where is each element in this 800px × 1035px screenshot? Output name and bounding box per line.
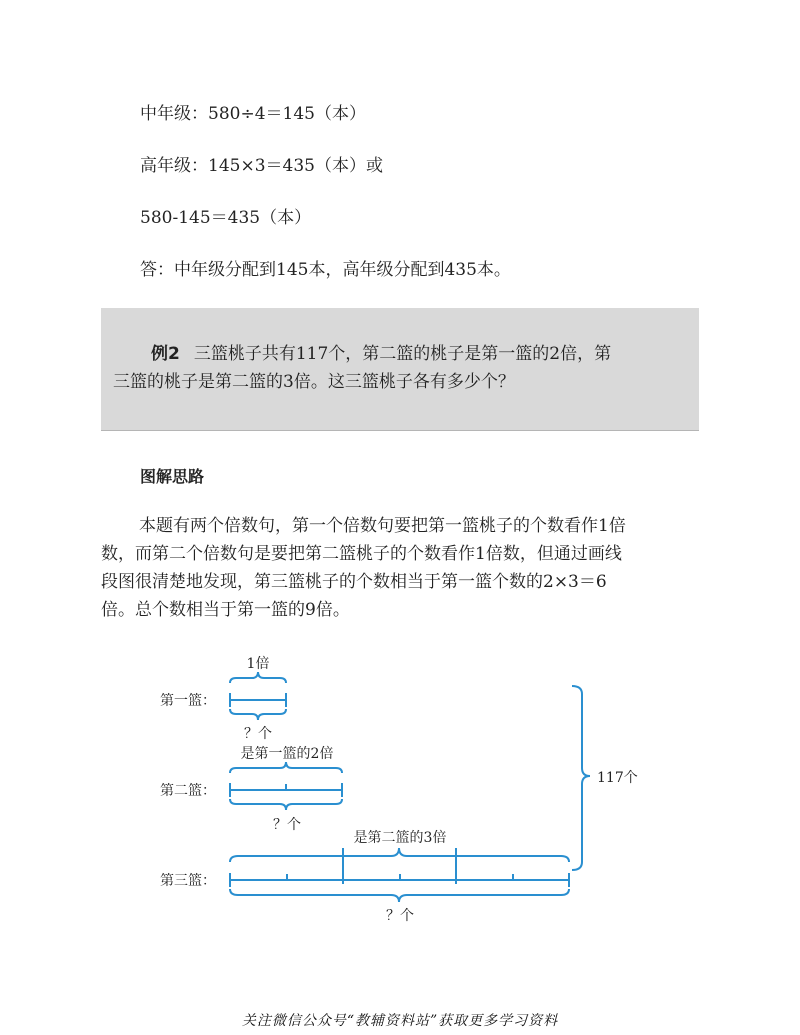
- row1-top-brace: [230, 672, 286, 683]
- total-brace: [572, 686, 590, 870]
- paragraph-line-3: 段图很清楚地发现，第三篮桃子的个数相当于第一篮个数的2×3＝6: [101, 572, 607, 592]
- row1-bottom-brace: [230, 709, 286, 720]
- row1-question: ？个: [244, 726, 272, 742]
- example-line-2: 三篮的桃子是第二篮的3倍。这三篮桃子各有多少个？: [113, 372, 515, 392]
- diagram-lines: [230, 672, 590, 902]
- calc-line-middle-grade: 中年级：580÷4＝145（本）: [140, 104, 366, 124]
- row3-question: ？个: [386, 908, 414, 924]
- row3-bottom-brace: [230, 889, 569, 902]
- example-line-1: 三篮桃子共有117个，第二篮的桃子是第一篮的2倍，第: [193, 344, 612, 364]
- row3-label: 第三篮：: [160, 873, 216, 889]
- paragraph-line-4: 倍。总个数相当于第一篮的9倍。: [101, 600, 350, 620]
- row2-bottom-brace: [230, 799, 342, 810]
- footer-watermark: 关注微信公众号“教辅资料站”获取更多学习资料: [241, 1013, 559, 1029]
- row2-label: 第二篮：: [160, 783, 216, 799]
- example-label: 例2: [151, 344, 180, 364]
- row1-label: 第一篮：: [160, 693, 216, 709]
- paragraph-line-2: 数，而第二个倍数句是要把第二篮桃子的个数看作1倍数，但通过画线: [101, 544, 622, 564]
- calc-line-high-grade: 高年级：145×3＝435（本）或: [140, 156, 383, 176]
- row3-top-brace: [230, 848, 569, 862]
- one-times-label: 1倍: [246, 656, 270, 672]
- row2-question: ？个: [273, 817, 301, 833]
- row2-top-label: 是第一篮的2倍: [240, 746, 334, 762]
- paragraph-line-1: 本题有两个倍数句，第一个倍数句要把第一篮桃子的个数看作1倍: [139, 516, 626, 536]
- calc-line-alternative: 580-145＝435（本）: [140, 208, 312, 228]
- section-heading: 图解思路: [140, 467, 205, 486]
- answer-line: 答：中年级分配到145本，高年级分配到435本。: [140, 260, 511, 280]
- row2-top-brace: [230, 762, 342, 773]
- row3-top-label: 是第二篮的3倍: [353, 830, 447, 846]
- total-label: 117个: [597, 770, 638, 786]
